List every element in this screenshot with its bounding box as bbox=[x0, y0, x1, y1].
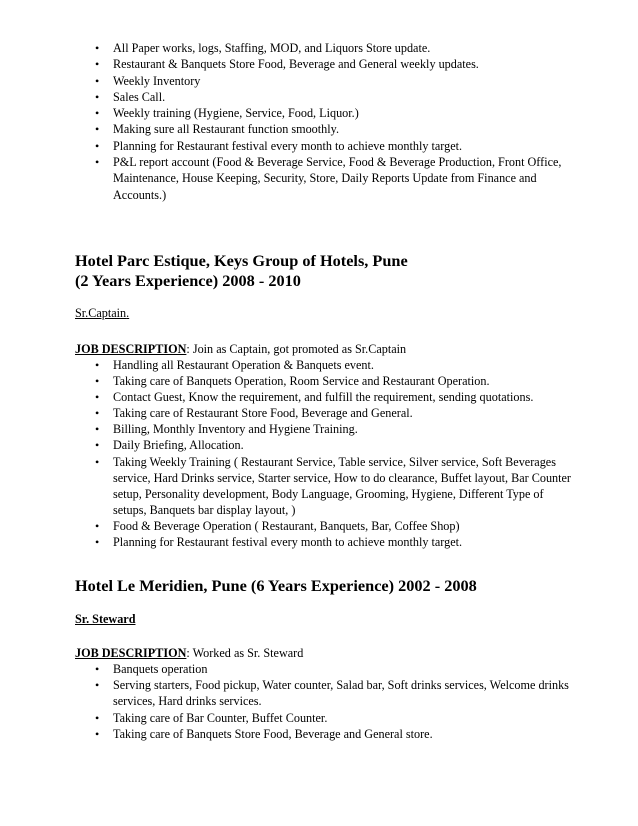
list-item: • Handling all Restaurant Operation & Banquets event. bbox=[113, 357, 573, 373]
list-item: • Planning for Restaurant festival every month to achieve monthly target. bbox=[113, 138, 573, 154]
list-item: • Restaurant & Banquets Store Food, Beverage and General weekly updates. bbox=[113, 56, 573, 72]
duties-list-sr-captain bbox=[113, 357, 573, 550]
list-item: • Daily Briefing, Allocation. bbox=[113, 437, 573, 453]
job-description-line bbox=[75, 645, 303, 661]
job-description-text: : Worked as Sr. Steward bbox=[186, 646, 304, 660]
job-description-label: JOB DESCRIPTION bbox=[75, 646, 187, 660]
role-title-text: Sr.Captain bbox=[75, 306, 127, 320]
list-item: • Taking care of Restaurant Store Food, Beverage and General. bbox=[113, 405, 573, 421]
list-item: • Sales Call. bbox=[113, 89, 573, 105]
list-item: • Taking Weekly Training ( Restaurant Service, Table service, Silver service, Soft Beverages service, Hard Drinks service, Starter service, How to do clearance, Buffet layout, Bar Counter setup, Personality development, Body Language, Grooming, Hygiene, Different Type of setups, Banquets bar display layout, ) bbox=[113, 454, 573, 518]
duties-list-top bbox=[113, 40, 573, 203]
duties-list-sr-steward bbox=[113, 661, 573, 742]
list-item: • Taking care of Banquets Operation, Room Service and Restaurant Operation. bbox=[113, 373, 573, 389]
experience-period-parc-estique: (2 Years Experience) 2008 - 2010 bbox=[75, 271, 301, 290]
list-item: • Making sure all Restaurant function smoothly. bbox=[113, 121, 573, 137]
list-item: • Taking care of Bar Counter, Buffet Counter. bbox=[113, 710, 573, 726]
list-item: • All Paper works, logs, Staffing, MOD, and Liquors Store update. bbox=[113, 40, 573, 56]
role-title-sr-steward: Sr. Steward bbox=[75, 612, 136, 626]
employer-heading-le-meridien: Hotel Le Meridien, Pune (6 Years Experience) 2002 - 2008 bbox=[75, 576, 477, 595]
job-description-line bbox=[75, 341, 406, 357]
job-description-label: JOB DESCRIPTION bbox=[75, 342, 187, 356]
list-item: • Contact Guest, Know the requirement, and fulfill the requirement, sending quotations. bbox=[113, 389, 573, 405]
list-item: • Food & Beverage Operation ( Restaurant, Banquets, Bar, Coffee Shop) bbox=[113, 518, 573, 534]
role-title-suffix: . bbox=[126, 306, 130, 320]
employer-heading-parc-estique: Hotel Parc Estique, Keys Group of Hotels, Pune bbox=[75, 251, 408, 270]
list-item: • Banquets operation bbox=[113, 661, 573, 677]
list-item: • Weekly training (Hygiene, Service, Food, Liquor.) bbox=[113, 105, 573, 121]
list-item: • Weekly Inventory bbox=[113, 73, 573, 89]
list-item: • Planning for Restaurant festival every month to achieve monthly target. bbox=[113, 534, 573, 550]
list-item: • P&L report account (Food & Beverage Service, Food & Beverage Production, Front Office, Maintenance, House Keeping, Security, Store, Daily Reports Update from Finance and Accounts.) bbox=[113, 154, 573, 203]
job-description-text: : Join as Captain, got promoted as Sr.Captain bbox=[186, 342, 407, 356]
list-item: • Serving starters, Food pickup, Water counter, Salad bar, Soft drinks services, Welcome drinks services, Hard drinks services. bbox=[113, 677, 573, 709]
list-item: • Taking care of Banquets Store Food, Beverage and General store. bbox=[113, 726, 573, 742]
role-title-sr-captain bbox=[75, 305, 129, 321]
list-item: • Billing, Monthly Inventory and Hygiene Training. bbox=[113, 421, 573, 437]
